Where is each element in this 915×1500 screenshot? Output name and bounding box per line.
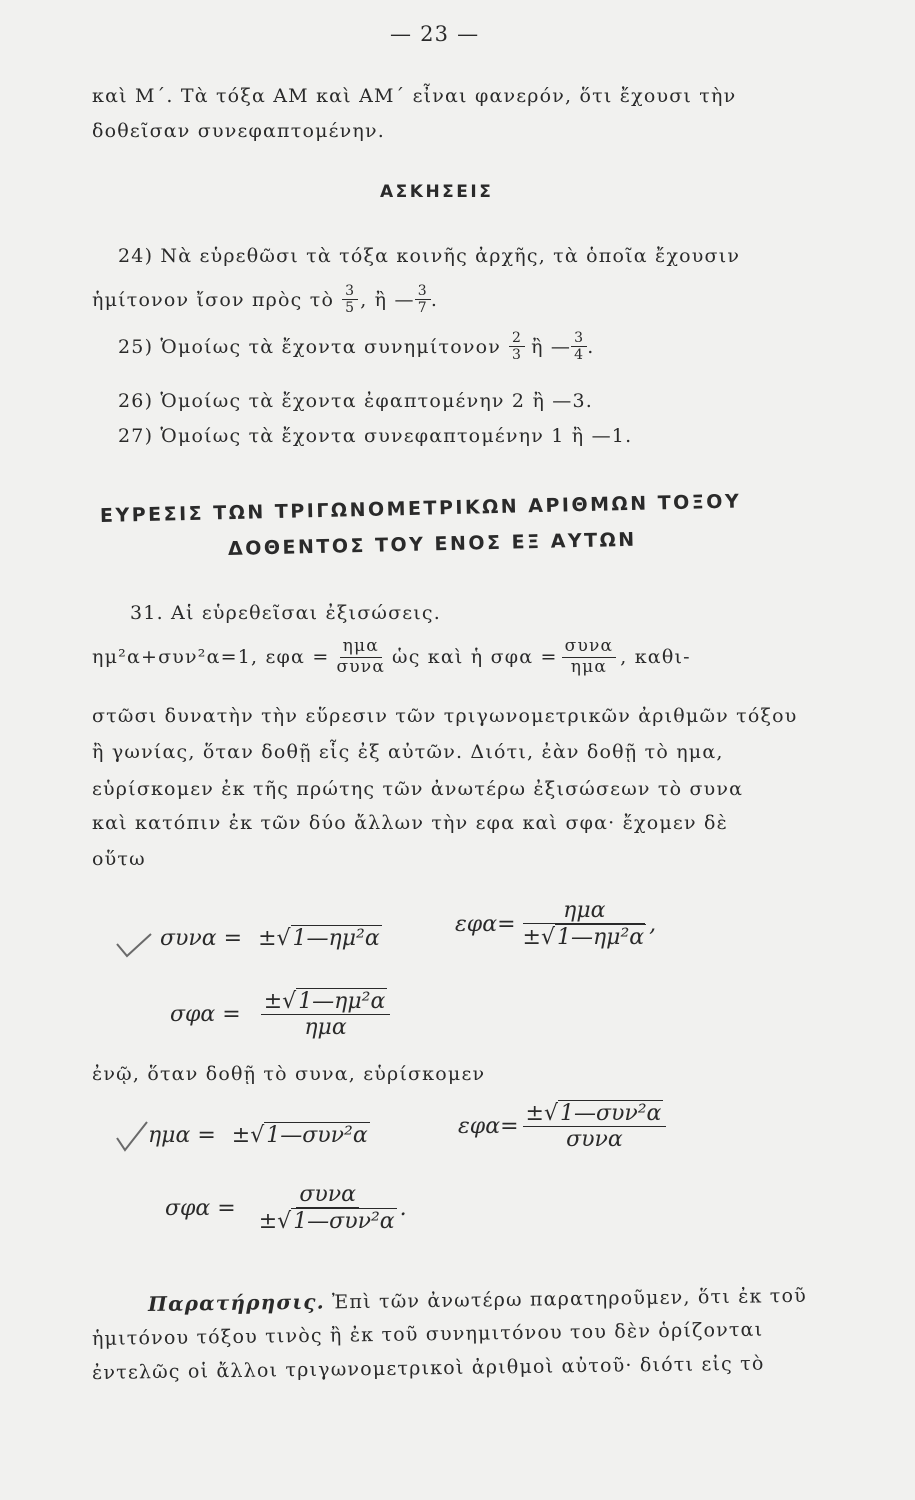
formula-2-numerator: ημα	[523, 898, 645, 924]
para-31-line-5: εὑρίσκομεν ἐκ τῆς πρώτης τῶν ἀνωτέρω ἐξισώσεων τὸ συνα	[92, 778, 744, 800]
exercise-27: 27) Ὁμοίως τὰ ἔχοντα συνεφαπτομένην 1 ἢ —1.	[118, 425, 633, 447]
radicand: 1—συν²α	[266, 1123, 368, 1148]
formula-cot-from-sin	[170, 988, 390, 1041]
formula-4-lhs: ημα =	[148, 1122, 216, 1148]
para-31-line-3: στῶσι δυνατὴν τὴν εὕρεσιν τῶν τριγωνομετρικῶν ἀριθμῶν τόξου	[92, 705, 798, 727]
pencil-check-mark-icon	[115, 1120, 151, 1154]
exercise-24-or: , ἢ —	[360, 288, 415, 311]
equation-mid: ὡς καὶ ἡ σφα =	[392, 646, 558, 669]
exercises-heading: ΑΣΚΗΣΕΙΣ	[380, 182, 494, 202]
cot-fraction: $\frac{\text{συνα}}{\text{ημα}}$	[562, 637, 617, 677]
page-number: — 23 —	[390, 22, 480, 46]
para-31-line-6: καὶ κατόπιν ἐκ τῶν δύο ἄλλων τὴν εφα καὶ σφα· ἔχομεν δὲ	[92, 812, 728, 834]
remark-line-1-text: Ἐπὶ τῶν ἀνωτέρω παρατηροῦμεν, ὅτι ἐκ τοῦ	[331, 1284, 808, 1314]
intro-line-2: δοθεῖσαν συνεφαπτομένην.	[92, 120, 386, 142]
para-31-line-1: 31. Αἱ εὑρεθεῖσαι ἐξισώσεις.	[130, 602, 442, 624]
remark-line-3: ἐντελῶς οἱ ἄλλοι τριγωνομετρικοὶ ἀριθμοὶ αὐτοῦ· διότι εἰς τὸ	[91, 1352, 765, 1384]
formula-3-numerator: ±√1—ημ²α	[261, 988, 391, 1015]
formula-cot-from-cos: σφα = $\frac{\text{συνα}}{\text{±√1—συν²α}}$ .	[165, 1182, 407, 1235]
tan-fraction: $\frac{\text{ημα}}{\text{συνα}}$	[336, 636, 386, 677]
exercise-24-line-1: 24) Νὰ εὑρεθῶσι τὰ τόξα κοινῆς ἀρχῆς, τὰ ὁποῖα ἔχουσιν	[118, 245, 741, 267]
exercise-26: 26) Ὁμοίως τὰ ἔχοντα ἐφαπτομένην 2 ἢ —3.	[118, 390, 593, 412]
formula-5-numerator: ±√1—συν²α	[523, 1100, 667, 1127]
formula-6-denominator: ±√1—συν²α	[258, 1209, 395, 1235]
para-31-line-7: οὕτω	[92, 848, 146, 870]
section-title-line-2: ΔΟΘΕΝΤΟΣ ΤΟΥ ΕΝΟΣ ΕΞ ΑΥΤΩΝ	[227, 528, 637, 560]
remark-line-2: ἡμιτόνου τόξου τινὸς ἢ ἐκ τοῦ συνημιτόνου του δὲν ὁρίζονται	[91, 1318, 764, 1350]
intro-line-1: καὶ Μ΄. Τὰ τόξα ΑΜ καὶ ΑΜ΄ εἶναι φανερόν, ὅτι ἔχουσι τὴν	[92, 85, 737, 107]
formula-cos-from-sin: συνα = ± √ 1—ημ²α	[160, 925, 380, 951]
fraction-3-5: $\frac{3}{5}$	[342, 283, 358, 316]
exercise-24-line-2: ἡμίτονον ἴσον πρὸς τὸ $\frac{3}{5}$ , ἢ — $\frac{3}{7}$ .	[92, 283, 439, 317]
plus-minus: ±	[231, 1122, 251, 1148]
remark-label: Παρατήρησις.	[147, 1289, 325, 1316]
section-title-line-1: ΕΥΡΕΣΙΣ ΤΩΝ ΤΡΙΓΩΝΟΜΕΤΡΙΚΩΝ ΑΡΙΘΜΩΝ ΤΟΞΟΥ	[99, 490, 742, 527]
radicand: 1—ημ²α	[292, 926, 380, 951]
exercise-25-text: 25) Ὁμοίως τὰ ἔχοντα συνημίτονον	[118, 335, 501, 358]
exercise-25: 25) Ὁμοίως τὰ ἔχοντα συνημίτονον $\frac{2}{3}$ ἢ — $\frac{3}{4}$ .	[118, 330, 595, 364]
exercise-24-text: ἡμίτονον ἴσον πρὸς τὸ	[92, 288, 335, 311]
fraction-3-4: $\frac{3}{4}$	[571, 330, 587, 363]
formula-2-lhs: εφα=	[455, 911, 516, 937]
formula-5-denominator: συνα	[566, 1127, 623, 1153]
when-cos-given: ἐνῷ, ὅταν δοθῇ τὸ συνα, εὑρίσκομεν	[92, 1063, 486, 1085]
formula-5-lhs: εφα=	[458, 1113, 519, 1139]
fraction-3-7: $\frac{3}{7}$	[415, 283, 431, 316]
equation-end: , καθι-	[620, 646, 691, 669]
formula-6-lhs: σφα =	[165, 1195, 236, 1221]
remark-line-1	[148, 1283, 807, 1316]
formula-3-lhs: σφα =	[170, 1001, 241, 1027]
equation-start: ημ²α+συν²α=1, εφα =	[92, 646, 330, 669]
fraction-2-3: $\frac{2}{3}$	[509, 330, 525, 363]
para-31-line-4: ἢ γωνίας, ὅταν δοθῇ εἷς ἐξ αὐτῶν. Διότι, ἐὰν δοθῇ τὸ ημα,	[92, 741, 724, 763]
formula-1-lhs: συνα =	[160, 925, 243, 951]
formula-tan-from-cos	[458, 1100, 666, 1153]
exercise-25-or: ἢ —	[531, 335, 572, 358]
plus-minus: ±	[258, 925, 277, 951]
formula-3-denominator: ημα	[304, 1015, 347, 1041]
formula-2-denominator: ±√1—ημ²α	[522, 925, 645, 951]
pencil-check-mark-icon	[115, 930, 155, 960]
formula-6-numerator: συνα	[296, 1182, 359, 1208]
formula-sin-from-cos: ημα = ± √ 1—συν²α	[148, 1122, 368, 1148]
formula-tan-from-sin: εφα= $\frac{\text{ημα}}{\text{±√1—ημ²α}}$ ,	[455, 898, 657, 951]
para-31-equation-line	[92, 637, 691, 677]
